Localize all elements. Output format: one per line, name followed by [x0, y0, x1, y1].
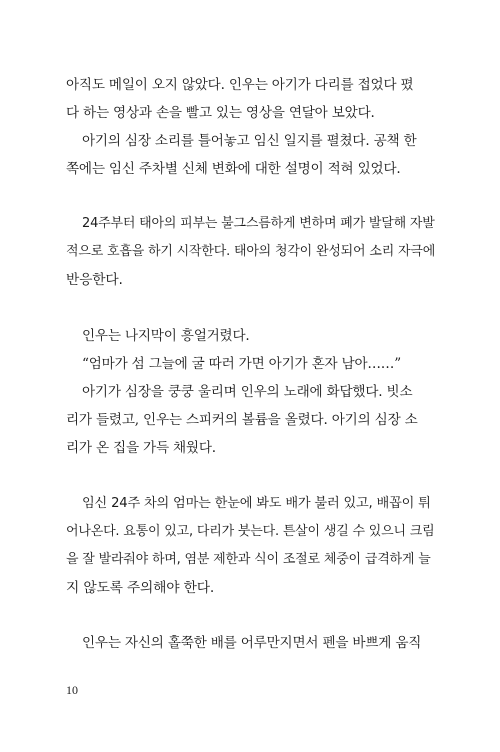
- quoted-info-line: 임신 24주 차의 엄마는 한눈에 봐도 배가 불러 있고, 배꼽이 튀: [82, 496, 431, 511]
- body-line: 아기가 심장을 쿵쿵 울리며 인우의 노래에 화답했다. 빗소: [82, 384, 413, 400]
- body-line: 아기의 심장 소리를 틀어놓고 임신 일지를 펼쳤다. 공책 한: [82, 133, 417, 149]
- page-number: 10: [66, 683, 78, 697]
- body-line: 리가 들렸고, 인우는 스피커의 볼륨을 올렸다. 아기의 심장 소: [66, 412, 418, 428]
- body-line: 쪽에는 임신 주차별 신체 변화에 대한 설명이 적혀 있었다.: [66, 161, 401, 177]
- quoted-info-line: 어나온다. 요통이 있고, 다리가 붓는다. 튼살이 생길 수 있으니 크림: [66, 524, 435, 539]
- quoted-info-line: 지 않도록 주의해야 한다.: [66, 580, 215, 596]
- quoted-info-line: 반응한다.: [66, 272, 123, 288]
- quoted-info-line: 을 잘 발라줘야 하며, 염분 제한과 식이 조절로 체중이 급격하게 늘: [66, 552, 431, 567]
- body-line: 인우는 나지막이 흥얼거렸다.: [82, 328, 250, 344]
- quoted-info-line: 24주부터 태아의 피부는 불그스름하게 변하며 폐가 발달해 자발: [82, 216, 435, 231]
- quoted-info-line: 적으로 호흡을 하기 시작한다. 태아의 청각이 완성되어 소리 자극에: [66, 244, 436, 259]
- body-line: 다 하는 영상과 손을 빨고 있는 영상을 연달아 보았다.: [66, 105, 375, 121]
- body-line: 리가 온 집을 가득 채웠다.: [66, 440, 216, 456]
- body-line: 인우는 자신의 홀쭉한 배를 어루만지면서 펜을 바쁘게 움직: [82, 635, 422, 651]
- dialogue-line: “엄마가 섬 그늘에 굴 따러 가면 아기가 혼자 남아……”: [82, 356, 401, 372]
- body-line: 아직도 메일이 오지 않았다. 인우는 아기가 다리를 접었다 폈: [66, 77, 414, 93]
